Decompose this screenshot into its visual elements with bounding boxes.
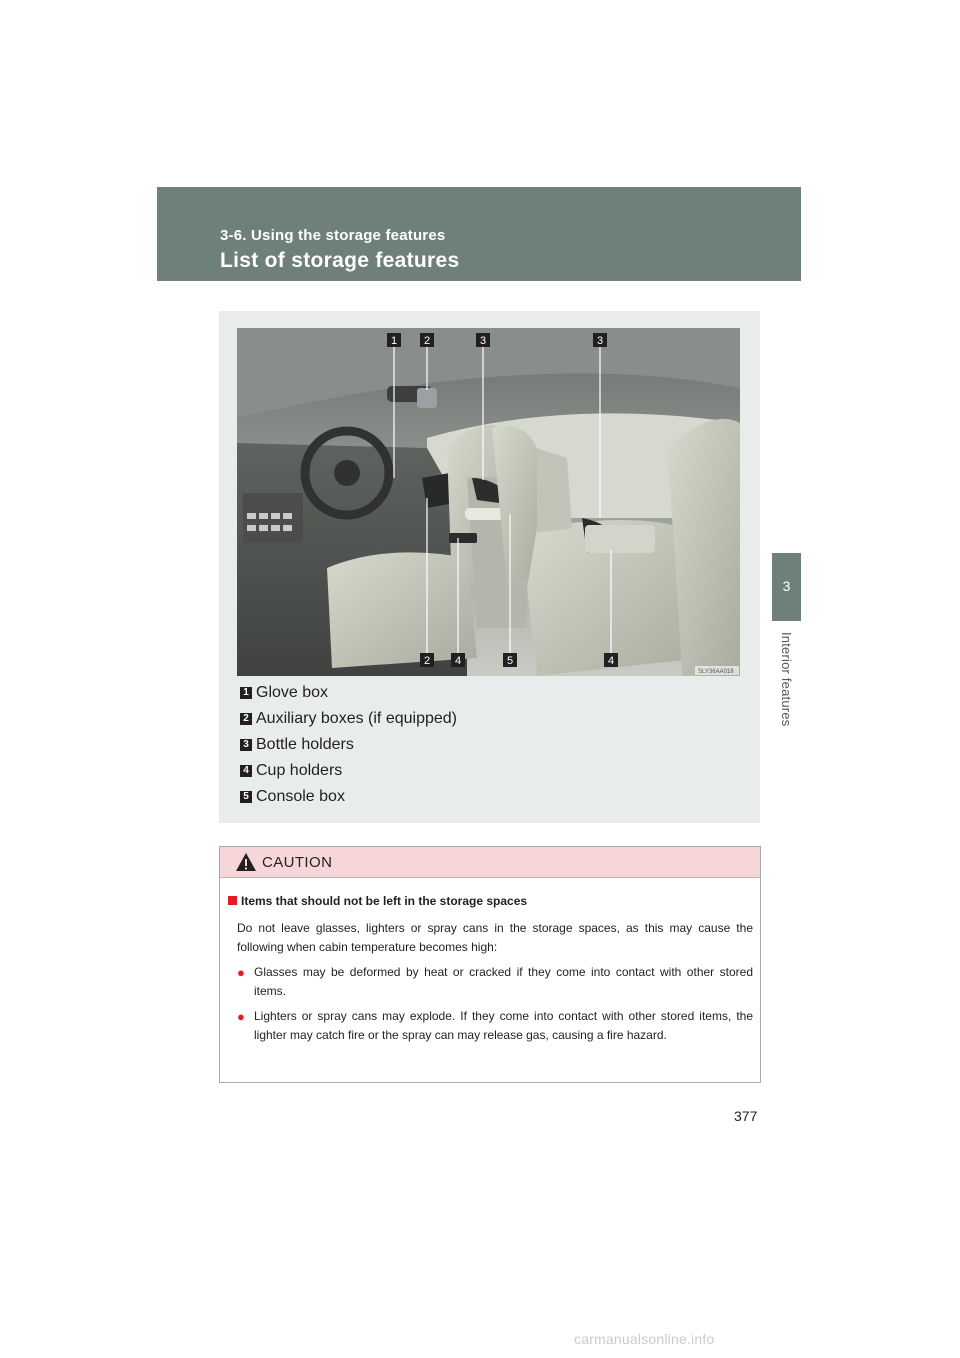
bullet-dot-icon: ● [237, 965, 245, 980]
figure-legend [240, 682, 457, 812]
chapter-label-text: Interior features [779, 632, 794, 727]
callout-bottom-3: 5 [506, 655, 514, 667]
callout-top-4: 3 [596, 335, 604, 347]
callout-top-1: 1 [390, 335, 398, 347]
callout-bottom-2: 4 [454, 655, 462, 667]
car-interior-illustration [237, 328, 740, 676]
callout-top-3: 3 [479, 335, 487, 347]
legend-item [240, 786, 457, 812]
legend-item [240, 760, 457, 786]
legend-label: Glove box [256, 684, 329, 701]
caution-bullet-text: Glasses may be deformed by heat or cracked if they come into contact with other stored items. [254, 965, 753, 998]
caution-heading-text: Items that should not be left in the storage spaces [241, 894, 528, 908]
caution-bullet [237, 963, 753, 1001]
legend-item [240, 682, 457, 708]
callout-bottom-4: 4 [607, 655, 615, 667]
figure-code: SLY36AA018 [698, 669, 734, 675]
caution-bullet-text: Lighters or spray cans may explode. If they come into contact with other stored items, the lighter may catch fire or the spray can may release gas, causing a fire hazard. [254, 1009, 753, 1042]
warning-icon [235, 852, 257, 872]
legend-number: 2 [240, 713, 252, 725]
legend-label: Cup holders [256, 762, 343, 779]
legend-label: Auxiliary boxes (if equipped) [256, 710, 457, 727]
bullet-dot-icon: ● [237, 1009, 245, 1024]
legend-number: 5 [240, 791, 252, 803]
caution-heading [228, 894, 527, 908]
legend-item [240, 734, 457, 760]
caution-bullet [237, 1007, 753, 1045]
legend-label: Console box [256, 788, 345, 805]
callout-bottom-1: 2 [423, 655, 431, 667]
section-number-title: 3-6. Using the storage features [220, 227, 446, 244]
square-bullet-icon [228, 896, 237, 905]
legend-number: 3 [240, 739, 252, 751]
page-title: List of storage features [220, 249, 460, 272]
legend-number: 4 [240, 765, 252, 777]
legend-number: 1 [240, 687, 252, 699]
caution-title: CAUTION [262, 854, 333, 871]
legend-label: Bottle holders [256, 736, 354, 753]
caution-box [219, 846, 761, 1083]
caution-header [220, 847, 760, 878]
chapter-tab[interactable] [772, 553, 801, 621]
chapter-number: 3 [782, 578, 791, 594]
caution-paragraph: Do not leave glasses, lighters or spray cans in the storage spaces, as this may cause the following when cabin temperature becomes high: [237, 921, 753, 954]
watermark[interactable]: carmanualsonline.info [574, 1331, 715, 1347]
page-number: 377 [734, 1108, 758, 1124]
section-header [157, 187, 801, 281]
callout-top-2: 2 [423, 335, 431, 347]
legend-item [240, 708, 457, 734]
chapter-label [771, 632, 801, 752]
